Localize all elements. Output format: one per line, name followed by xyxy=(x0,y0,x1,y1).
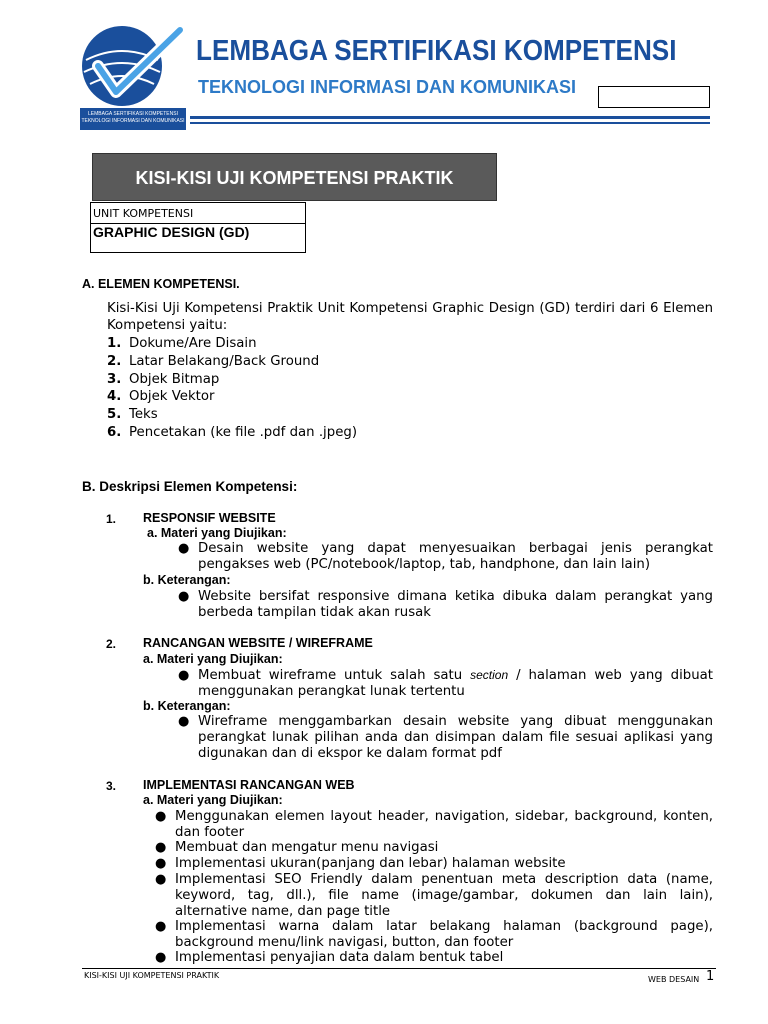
section-a-intro: Kisi-Kisi Uji Kompetensi Praktik Unit Kompetensi Graphic Design (GD) terdiri dari 6 Elemen Kompetensi yaitu: xyxy=(107,301,713,333)
list-text: Dokume/Are Disain xyxy=(129,336,257,351)
list-item xyxy=(107,371,357,389)
unit-table xyxy=(90,202,306,253)
section-a-heading: A. ELEMEN KOMPETENSI. xyxy=(82,277,240,291)
list-text: Latar Belakang/Back Ground xyxy=(129,353,320,369)
org-subtitle: TEKNOLOGI INFORMASI DAN KOMUNIKASI xyxy=(198,77,576,97)
bullet-icon: ● xyxy=(155,919,167,934)
subsection-1-number: 1. xyxy=(106,512,117,526)
unit-label: UNIT KOMPETENSI xyxy=(91,203,306,224)
bullet-item xyxy=(155,872,713,919)
bullet-text: Implementasi ukuran(panjang dan lebar) halaman website xyxy=(175,856,566,871)
subsection-3-title: IMPLEMENTASI RANCANGAN WEB xyxy=(143,778,355,792)
list-item xyxy=(107,424,357,442)
subsection-1-title: RESPONSIF WEBSITE xyxy=(143,511,276,525)
footer-left-text: KISI-KISI UJI KOMPETENSI PRAKTIK xyxy=(84,971,220,980)
bullet-text: Implementasi penyajian data dalam bentuk tabel xyxy=(175,950,504,965)
list-number: 5. xyxy=(107,407,122,423)
bullet-icon: ● xyxy=(155,950,167,965)
page-number: 1 xyxy=(706,969,715,984)
subsection-1-materi: a. Materi yang Diujikan: xyxy=(147,526,287,540)
bullet-italic-text: section xyxy=(470,668,509,682)
list-text: Teks xyxy=(129,407,158,423)
bullet-item xyxy=(155,919,713,951)
org-title: LEMBAGA SERTIFIKASI KOMPETENSI xyxy=(196,35,677,67)
check-globe-icon xyxy=(76,22,186,110)
logo-caption xyxy=(80,108,186,130)
list-item xyxy=(107,353,357,371)
footer-rule xyxy=(82,968,716,969)
bullet-item xyxy=(155,856,713,872)
bullet-icon: ● xyxy=(178,714,190,729)
bullet-item xyxy=(155,809,713,841)
list-text: Objek Bitmap xyxy=(129,371,220,387)
bullet-icon: ● xyxy=(155,809,167,824)
header-rule-thin xyxy=(190,122,710,124)
bullet-icon: ● xyxy=(155,856,167,871)
list-item xyxy=(107,406,357,424)
lsk-logo xyxy=(76,22,186,130)
logo-caption-line1: LEMBAGA SERTIFIKASI KOMPETENSI xyxy=(88,111,178,117)
bullet-icon: ● xyxy=(155,840,167,855)
list-text: Pencetakan (ke file .pdf dan .jpeg) xyxy=(129,424,358,440)
subsection-2-title: RANCANGAN WEBSITE / WIREFRAME xyxy=(143,636,373,650)
bullet-icon: ● xyxy=(178,668,190,683)
bullet-item xyxy=(178,714,713,761)
bullet-item xyxy=(178,541,713,573)
bullet-text: Membuat wireframe untuk salah satu xyxy=(198,668,471,683)
bullet-text: Membuat dan mengatur menu navigasi xyxy=(175,840,439,855)
bullet-item xyxy=(155,840,713,856)
document-title: KISI-KISI UJI KOMPETENSI PRAKTIK xyxy=(92,153,497,201)
list-item xyxy=(107,335,357,353)
bullet-text: Desain website yang dapat menyesuaikan berbagai jenis perangkat pengakses web (PC/notebook/laptop, tab, handphone, dan lain lain) xyxy=(198,541,713,572)
list-text: Objek Vektor xyxy=(129,389,215,405)
list-item xyxy=(107,388,357,406)
subsection-2-materi: a. Materi yang Diujikan: xyxy=(143,652,283,666)
bullet-item xyxy=(178,589,713,621)
logo-caption-line2: TEKNOLOGI INFORMASI DAN KOMUNIKASI xyxy=(81,118,185,124)
bullet-text-continued: / halaman web yang dibuat menggunakan perangkat lunak tertentu xyxy=(198,668,713,699)
list-number: 1. xyxy=(107,336,122,351)
subsection-1-keterangan: b. Keterangan: xyxy=(143,573,231,587)
bullet-text: Implementasi SEO Friendly dalam penentuan meta description data (name, keyword, tag, dll.), file name (image/gambar, dokumen dan lain lain), alternative name, dan page title xyxy=(175,872,713,919)
bullet-text: Website bersifat responsive dimana ketika dibuka dalam perangkat yang berbeda tampilan tidak akan rusak xyxy=(198,589,713,620)
bullet-icon: ● xyxy=(155,872,167,887)
bullet-item xyxy=(178,668,713,700)
list-number: 4. xyxy=(107,389,122,405)
bullet-text: Wireframe menggambarkan desain website yang dibuat menggunakan perangkat lunak pilihan anda dan disimpan dalam file sesuai aplikasi yang digunakan dan di ekspor ke dalam format pdf xyxy=(198,714,713,761)
document-code-box xyxy=(598,86,710,108)
list-number: 2. xyxy=(107,353,122,369)
list-number: 3. xyxy=(107,371,122,387)
footer-right-text: WEB DESAIN xyxy=(648,975,700,984)
section-b-heading: B. Deskripsi Elemen Kompetensi: xyxy=(82,479,298,494)
subsection-3-number: 3. xyxy=(106,779,117,793)
subsection-2-number: 2. xyxy=(106,637,117,651)
header-rule-thick xyxy=(190,116,710,119)
unit-value: GRAPHIC DESIGN (GD) xyxy=(91,224,306,253)
subsection-2-keterangan: b. Keterangan: xyxy=(143,699,231,713)
bullet-icon: ● xyxy=(178,589,190,604)
bullet-icon: ● xyxy=(178,541,190,556)
subsection-3-materi: a. Materi yang Diujikan: xyxy=(143,793,283,807)
bullet-text: Implementasi warna dalam latar belakang halaman (background page), background menu/link navigasi, button, dan footer xyxy=(175,919,713,950)
bullet-item xyxy=(155,950,713,966)
list-number: 6. xyxy=(107,424,122,440)
element-list xyxy=(107,335,357,442)
bullet-text: Menggunakan elemen layout header, navigation, sidebar, background, konten, dan footer xyxy=(175,809,713,840)
